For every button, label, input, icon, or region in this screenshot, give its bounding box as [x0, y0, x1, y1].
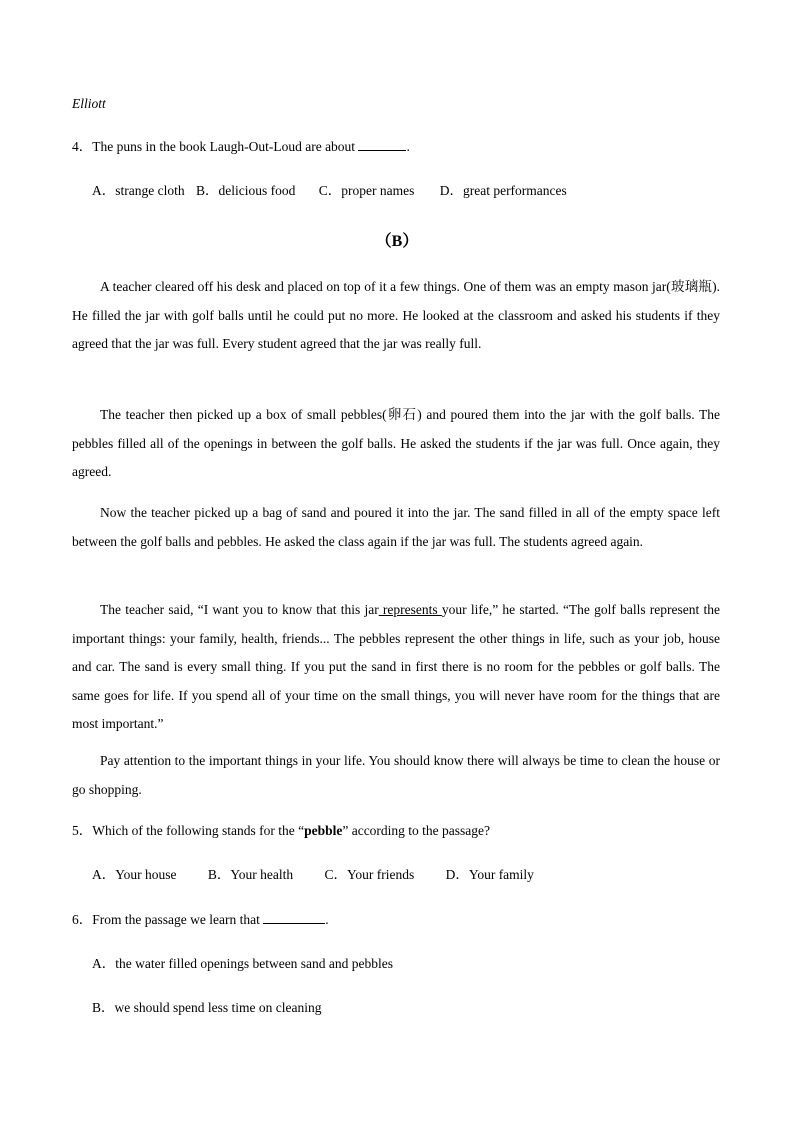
passage-paragraph-5: Pay attention to the important things in your life. You should know there will always be time to clean the house or go shopping.: [72, 753, 720, 797]
paragraph-4-end: your life,” he started. “The golf balls represent the important things: your family, health, friends... The pebbles represent the other things in life, such as your job, house and car. The sand is every small thing. If you put the sand in first there is no room for the pebbles or golf balls. The same goes for life. If you spend all of your time on the small things, you will never have room for the things that are most important.”: [72, 602, 720, 731]
section-title: （B）: [375, 233, 419, 250]
option-a: A．Your house: [92, 867, 177, 882]
question-5-stem-end: ” according to the passage?: [342, 823, 491, 838]
question-4: [72, 138, 722, 156]
option-a: A．strange cloth: [92, 183, 185, 198]
question-4-options: [92, 182, 742, 200]
option-b: B．Your health: [207, 867, 294, 882]
paragraph-4-start: The teacher said, “I want you to know that this jar: [100, 602, 379, 617]
question-6: [72, 911, 722, 929]
question-4-stem: 4．The puns in the book Laugh-Out-Loud are about: [72, 139, 356, 154]
option-c: C．proper names: [318, 183, 415, 198]
answer-blank: [263, 911, 325, 924]
question-5: [72, 822, 722, 840]
passage-paragraph-1: A teacher cleared off his desk and placed on top of it a few things. One of them was an empty mason jar(玻璃瓶). He filled the jar with golf balls until he could put no more. He looked at the classroom and asked his students if they agreed that the jar was full. Every student agreed that the jar was really full.: [72, 279, 720, 351]
author-name: Elliott: [72, 96, 106, 111]
question-6-option-b: B．we should spend less time on cleaning: [92, 1000, 322, 1015]
question-5-stem-start: 5．Which of the following stands for the “: [72, 823, 305, 838]
question-6-end: .: [325, 912, 329, 927]
passage-paragraph-3: Now the teacher picked up a bag of sand and poured it into the jar. The sand filled in all of the empty space left between the golf balls and pebbles. He asked the class again if the jar was full. The students agreed again.: [72, 505, 720, 549]
option-d: D．Your family: [445, 867, 534, 882]
option-c: C．Your friends: [324, 867, 415, 882]
answer-blank: [358, 138, 406, 151]
question-5-options: [92, 866, 742, 884]
passage-paragraph-4: [72, 596, 720, 739]
question-4-end: .: [406, 139, 410, 154]
option-b: B．delicious food: [195, 183, 296, 198]
option-d: D．great performances: [439, 183, 567, 198]
passage-paragraph-2: The teacher then picked up a box of small pebbles(卵石) and poured them into the jar with the golf balls. The pebbles filled all of the openings in between the golf balls. He asked the students if the jar was full. Once again, they agreed.: [72, 407, 720, 479]
question-6-stem: 6．From the passage we learn that: [72, 912, 260, 927]
question-6-option-a: A．the water filled openings between sand and pebbles: [92, 956, 394, 971]
underlined-word: represents: [378, 602, 442, 617]
question-5-keyword: pebble: [304, 823, 343, 838]
